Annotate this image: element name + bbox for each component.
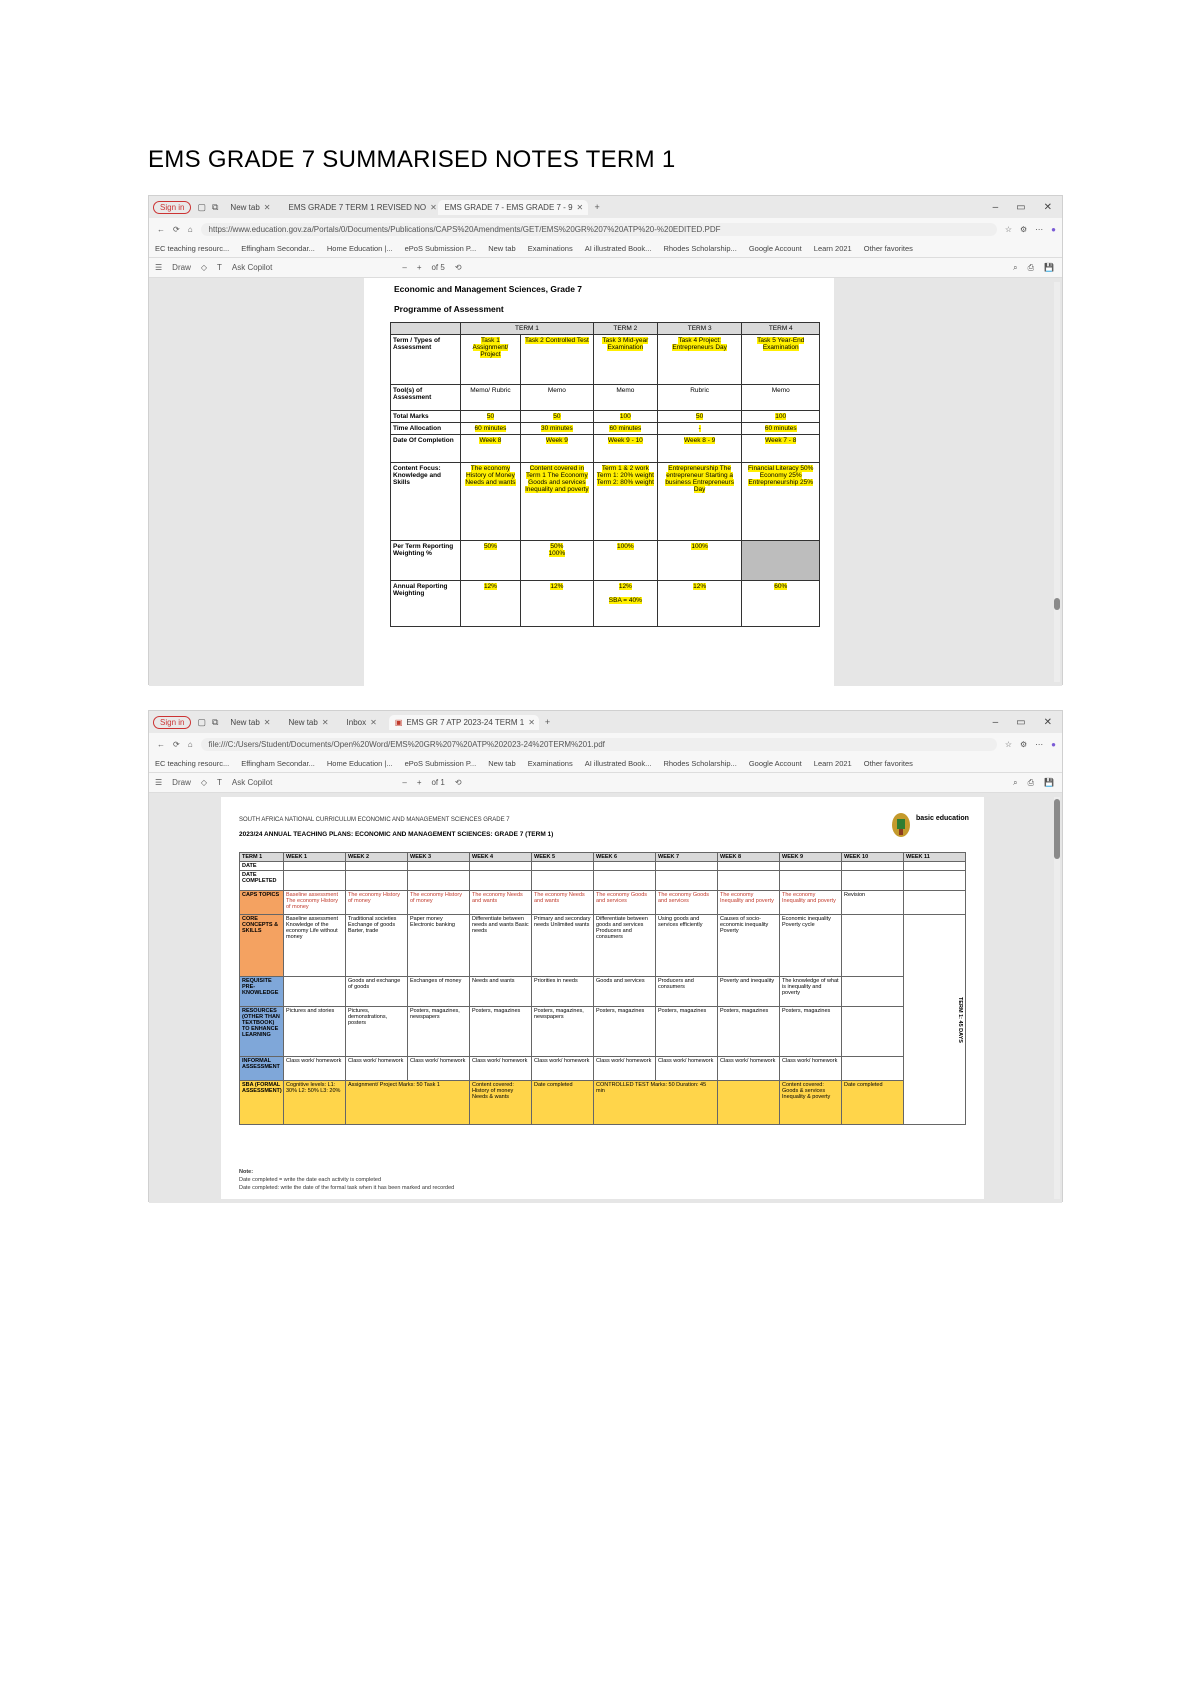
row-label: Time Allocation xyxy=(391,423,461,435)
table-cell xyxy=(718,1081,780,1125)
table-cell: Paper money Electronic banking xyxy=(408,915,470,977)
favorite-item[interactable]: Home Education |... xyxy=(326,759,393,768)
more-icon[interactable]: ⋯ xyxy=(1035,739,1044,749)
table-cell xyxy=(657,423,742,435)
table-cell: Exchanges of money xyxy=(408,977,470,1007)
table-cell xyxy=(593,541,657,581)
table-cell: Cognitive levels: L1: 30% L2: 50% L3: 20% xyxy=(284,1081,346,1125)
table-cell: The economy Goods and services xyxy=(594,891,656,915)
pdf-toolbar xyxy=(149,773,1062,793)
table-cell: The economy History of money xyxy=(346,891,408,915)
cell-text: Task 2 Controlled Test xyxy=(524,337,589,344)
favorite-item[interactable]: New tab xyxy=(488,244,516,253)
table-cell: Economic inequality Poverty cycle xyxy=(780,915,842,977)
cell-text: - xyxy=(698,425,701,432)
pdf-page xyxy=(364,278,834,686)
term-total: 100% xyxy=(548,550,566,557)
close-icon[interactable]: ✕ xyxy=(430,202,437,212)
draw-button[interactable]: Draw xyxy=(172,778,191,787)
tab-label: New tab xyxy=(288,717,318,727)
cell-text: 100% xyxy=(691,543,708,550)
cell-text: 60 minutes xyxy=(764,425,797,432)
table-cell: Assignment/ Project Marks: 50 Task 1 xyxy=(346,1081,470,1125)
list-icon[interactable]: ☰ xyxy=(155,263,163,272)
cell-text: The economy History of Money Needs and wants xyxy=(465,465,516,486)
tab-label: New tab xyxy=(230,717,260,727)
table-cell xyxy=(593,411,657,423)
draw-button[interactable]: Draw xyxy=(172,263,191,272)
erase-icon[interactable]: ◇ xyxy=(200,778,207,787)
table-cell: Content covered: Goods & services Inequality & poverty xyxy=(780,1081,842,1125)
cell-text: 100 xyxy=(619,413,631,420)
table-cell xyxy=(520,423,593,435)
table-cell xyxy=(842,1057,904,1081)
screenshot-annual-teaching-plan xyxy=(148,710,1063,1202)
zoom-out-icon[interactable]: – xyxy=(402,263,407,272)
row-label: DATE COMPLETED xyxy=(240,871,284,891)
note-label: Note: xyxy=(239,1169,254,1175)
row-label: REQUISITE PRE-KNOWLEDGE xyxy=(240,977,284,1007)
table-cell: Posters, magazines, newspapers xyxy=(532,1007,594,1057)
home-icon[interactable]: ⌂ xyxy=(187,224,193,234)
pdf-icon: ▣ xyxy=(394,717,403,727)
table-cell xyxy=(742,411,820,423)
close-window-icon[interactable]: ✕ xyxy=(1043,716,1052,728)
table-cell xyxy=(657,411,742,423)
cell-text: Week 8 xyxy=(479,437,502,444)
table-cell: Pictures, demonstrations, posters xyxy=(346,1007,408,1057)
back-icon[interactable]: ← xyxy=(157,739,165,749)
table-cell xyxy=(461,581,521,627)
table-cell: Class work/ homework xyxy=(594,1057,656,1081)
rotate-icon[interactable]: ⟲ xyxy=(454,778,462,787)
copilot-icon[interactable]: ● xyxy=(1051,739,1056,749)
extensions-icon[interactable]: ⚙ xyxy=(1019,224,1028,234)
cell-text: 12% xyxy=(483,583,497,590)
table-cell xyxy=(842,915,904,977)
table-cell: The economy History of money xyxy=(408,891,470,915)
workspaces-icon[interactable]: ▢ xyxy=(197,201,206,212)
print-icon[interactable]: ⎙ xyxy=(1027,777,1035,787)
favorite-item[interactable]: Google Account xyxy=(748,759,802,768)
tab-document[interactable] xyxy=(282,200,437,215)
table-cell xyxy=(657,581,742,627)
cell-text: Financial Literacy 50% Economy 25% Entrepreneurship 25% xyxy=(748,465,814,486)
scrollbar[interactable] xyxy=(1054,282,1060,682)
refresh-icon[interactable]: ⟳ xyxy=(173,224,180,234)
cell-text: Task 1 Assignment/ Project xyxy=(472,337,509,358)
cell-text: Entrepreneurship The entrepreneur Starting a business Entrepreneurs Day xyxy=(665,465,734,493)
cell-text: Week 7 - 8 xyxy=(765,437,797,444)
close-window-icon[interactable]: ✕ xyxy=(1043,201,1052,213)
table-cell xyxy=(657,541,742,581)
cell-text: 50% xyxy=(550,543,564,550)
table-cell xyxy=(461,463,521,541)
table-cell xyxy=(520,335,593,385)
table-cell: Class work/ homework xyxy=(780,1057,842,1081)
close-icon[interactable]: ✕ xyxy=(263,717,271,727)
table-cell xyxy=(657,463,742,541)
table-cell: Date completed xyxy=(532,1081,594,1125)
tab-new-tab[interactable] xyxy=(282,715,334,730)
close-icon[interactable]: ✕ xyxy=(576,202,584,212)
refresh-icon[interactable]: ⟳ xyxy=(173,739,180,749)
programme-of-assessment-table xyxy=(390,322,820,627)
table-cell xyxy=(842,977,904,1007)
cell-text: Task 5 Year-End Examination xyxy=(757,337,805,351)
table-cell: Memo/ Rubric xyxy=(461,385,521,411)
table-cell: Date completed xyxy=(842,1081,904,1125)
tab-label: Inbox xyxy=(346,717,367,727)
table-cell: Revision xyxy=(842,891,904,915)
text-icon[interactable]: T xyxy=(217,778,222,787)
row-label: Per Term Reporting Weighting % xyxy=(391,541,461,581)
table-cell xyxy=(461,541,521,581)
favorite-star-icon[interactable]: ☆ xyxy=(1004,739,1012,749)
coat-of-arms-icon xyxy=(890,811,912,839)
table-cell: CONTROLLED TEST Marks: 50 Duration: 45 min xyxy=(594,1081,718,1125)
row-label: Term / Types of Assessment xyxy=(391,335,461,385)
cell-text: 50 xyxy=(696,413,704,420)
row-label: Tool(s) of Assessment xyxy=(391,385,461,411)
cell-text: 50 xyxy=(553,413,561,420)
scrollbar-thumb[interactable] xyxy=(1054,598,1060,610)
minimize-icon[interactable]: – xyxy=(992,716,999,728)
cell-text: 100% xyxy=(617,543,634,550)
pdf-viewer[interactable] xyxy=(149,278,1062,686)
table-cell xyxy=(593,435,657,463)
close-icon[interactable]: ✕ xyxy=(528,717,535,727)
sba-total: SBA = 40% xyxy=(608,597,642,604)
row-label: Date Of Completion xyxy=(391,435,461,463)
favorite-item[interactable]: Effingham Secondar... xyxy=(241,759,315,768)
search-icon[interactable]: ⌕ xyxy=(1013,777,1018,787)
table-cell: Goods and services xyxy=(594,977,656,1007)
table-cell: The economy Goods and services xyxy=(656,891,718,915)
table-cell: Rubric xyxy=(657,385,742,411)
close-icon[interactable]: ✕ xyxy=(321,717,329,727)
table-cell: Baseline assessment Knowledge of the economy Life without money xyxy=(284,915,346,977)
row-label: Total Marks xyxy=(391,411,461,423)
profile-button[interactable]: Sign in xyxy=(153,716,191,729)
table-cell xyxy=(593,581,657,627)
rotate-icon[interactable]: ⟲ xyxy=(454,263,462,272)
favorite-item[interactable]: Other favorites xyxy=(863,759,913,768)
table-cell: Class work/ homework xyxy=(346,1057,408,1081)
favorite-item[interactable]: Google Account xyxy=(748,244,802,253)
cell-text: Week 9 - 10 xyxy=(607,437,643,444)
table-cell xyxy=(461,423,521,435)
table-cell: Posters, magazines xyxy=(594,1007,656,1057)
tab-pdf[interactable] xyxy=(389,715,539,730)
column-header: WEEK 5 xyxy=(532,853,594,862)
term-header: TERM 2 xyxy=(593,323,657,335)
table-cell: Class work/ homework xyxy=(718,1057,780,1081)
table-cell: Memo xyxy=(742,385,820,411)
table-cell xyxy=(593,335,657,385)
tab-label: EMS GRADE 7 TERM 1 REVISED NO xyxy=(288,202,427,212)
tab-actions-icon[interactable]: ⧉ xyxy=(211,716,219,727)
table-cell: Posters, magazines xyxy=(656,1007,718,1057)
erase-icon[interactable]: ◇ xyxy=(200,263,207,272)
maximize-icon[interactable]: ▭ xyxy=(1016,716,1026,728)
favorite-item[interactable]: Examinations xyxy=(527,244,573,253)
note-line: Date completed: write the date of the formal task when it has been marked and recorded xyxy=(239,1185,455,1191)
cell-text: Content covered in Term 1 The Economy Goods and services Inequality and poverty xyxy=(525,465,589,493)
page-count: of 1 xyxy=(431,778,445,787)
table-cell xyxy=(520,463,593,541)
profile-button[interactable]: Sign in xyxy=(153,201,191,214)
zoom-out-icon[interactable]: – xyxy=(402,778,407,787)
ask-copilot-button[interactable]: Ask Copilot xyxy=(231,263,273,272)
save-icon[interactable]: 💾 xyxy=(1044,778,1054,787)
back-icon[interactable]: ← xyxy=(157,224,165,234)
column-header: WEEK 11 xyxy=(904,853,966,862)
close-icon[interactable]: ✕ xyxy=(370,717,377,727)
tab-label: EMS GRADE 7 - EMS GRADE 7 - 9 xyxy=(444,202,573,212)
table-cell xyxy=(742,435,820,463)
print-icon[interactable]: ⎙ xyxy=(1027,262,1035,272)
favorite-item[interactable]: Other favorites xyxy=(863,244,913,253)
table-cell xyxy=(520,581,593,627)
table-cell xyxy=(742,581,820,627)
tab-bar xyxy=(149,196,1062,218)
table-cell: Class work/ homework xyxy=(284,1057,346,1081)
favorite-item[interactable]: Examinations xyxy=(527,759,573,768)
row-label: Content Focus: Knowledge and Skills xyxy=(391,463,461,541)
column-header: WEEK 1 xyxy=(284,853,346,862)
pdf-viewer[interactable] xyxy=(149,793,1062,1203)
tab-label: EMS GR 7 ATP 2023-24 TERM 1 xyxy=(406,717,525,727)
table-cell: Producers and consumers xyxy=(656,977,718,1007)
favorite-item[interactable]: Learn 2021 xyxy=(813,759,852,768)
term-header: TERM 1 xyxy=(461,323,594,335)
row-label: SBA (FORMAL ASSESSMENT) xyxy=(240,1081,284,1125)
column-header: WEEK 7 xyxy=(656,853,718,862)
cell-text: 12% xyxy=(693,583,707,590)
table-cell xyxy=(742,541,820,581)
cell-text: 30 minutes xyxy=(540,425,573,432)
table-cell: The economy Inequality and poverty xyxy=(718,891,780,915)
favorite-item[interactable]: Rhodes Scholarship... xyxy=(663,759,737,768)
table-cell: Class work/ homework xyxy=(470,1057,532,1081)
logo-text: basic education xyxy=(916,815,969,822)
table-cell: Posters, magazines, newspapers xyxy=(408,1007,470,1057)
column-header: WEEK 4 xyxy=(470,853,532,862)
favorite-item[interactable]: ePoS Submission P... xyxy=(404,759,477,768)
cell-text: Term 1 & 2 work Term 1: 20% weight Term 2: 80% weight xyxy=(596,465,654,486)
address-bar xyxy=(149,733,1062,755)
table-cell: Causes of socio-economic inequality Poverty xyxy=(718,915,780,977)
column-header: WEEK 6 xyxy=(594,853,656,862)
screenshot-programme-of-assessment xyxy=(148,195,1063,685)
table-cell xyxy=(520,411,593,423)
tab-actions-icon[interactable]: ⧉ xyxy=(211,201,219,212)
row-label: CAPS TOPICS xyxy=(240,891,284,915)
table-cell xyxy=(461,411,521,423)
table-cell xyxy=(461,435,521,463)
url-field[interactable]: https://www.education.gov.za/Portals/0/Documents/Publications/CAPS%20Amendments/GET/EMS%20GR%207%20ATP%20-%20EDITED.PDF xyxy=(201,223,997,236)
tab-new-tab[interactable] xyxy=(224,715,276,730)
new-tab-icon[interactable]: + xyxy=(594,202,600,212)
tab-new-tab[interactable] xyxy=(224,200,276,215)
table-cell: Using goods and services efficiently xyxy=(656,915,718,977)
cell-text: 50% xyxy=(483,543,497,550)
new-tab-icon[interactable]: + xyxy=(544,717,551,727)
annual-teaching-plan-table xyxy=(239,852,966,1125)
cell-text: 60 minutes xyxy=(609,425,642,432)
table-cell xyxy=(742,335,820,385)
tab-bar xyxy=(149,711,1062,733)
text-icon[interactable]: T xyxy=(217,263,222,272)
note-line: Date completed = write the date each activity is completed xyxy=(239,1177,382,1183)
scrollbar-thumb[interactable] xyxy=(1054,799,1060,859)
close-icon[interactable]: ✕ xyxy=(263,202,271,212)
table-cell: The knowledge of what is inequality and poverty xyxy=(780,977,842,1007)
favorites-bar xyxy=(149,240,1062,258)
page-subheading: Programme of Assessment xyxy=(394,304,504,314)
table-cell: The economy Inequality and poverty xyxy=(780,891,842,915)
cell-text: 12% xyxy=(550,583,564,590)
table-cell xyxy=(520,435,593,463)
tab-label: New tab xyxy=(230,202,260,212)
table-cell xyxy=(284,977,346,1007)
table-cell: Posters, magazines xyxy=(718,1007,780,1057)
table-cell: The economy Needs and wants xyxy=(532,891,594,915)
page-count: of 5 xyxy=(431,263,445,272)
ask-copilot-button[interactable]: Ask Copilot xyxy=(231,778,273,787)
row-label: CORE CONCEPTS & SKILLS xyxy=(240,915,284,977)
favorite-item[interactable]: Effingham Secondar... xyxy=(241,244,315,253)
favorite-item[interactable]: ePoS Submission P... xyxy=(404,244,477,253)
term-header: TERM 4 xyxy=(742,323,820,335)
extensions-icon[interactable]: ⚙ xyxy=(1019,739,1028,749)
table-cell xyxy=(742,423,820,435)
table-cell: Memo xyxy=(520,385,593,411)
favorite-item[interactable]: EC teaching resourc... xyxy=(155,244,230,253)
table-cell xyxy=(904,891,966,915)
table-cell: Posters, magazines xyxy=(470,1007,532,1057)
table-cell: Class work/ homework xyxy=(532,1057,594,1081)
save-icon[interactable]: 💾 xyxy=(1044,263,1054,272)
address-bar xyxy=(149,218,1062,240)
table-cell: Goods and exchange of goods xyxy=(346,977,408,1007)
table-cell: Class work/ homework xyxy=(656,1057,718,1081)
side-text-cell xyxy=(904,915,966,1125)
favorites-bar xyxy=(149,755,1062,773)
workspaces-icon[interactable]: ▢ xyxy=(197,716,206,727)
favorite-item[interactable]: New tab xyxy=(488,759,516,768)
cell-text: 100 xyxy=(775,413,787,420)
table-cell xyxy=(593,423,657,435)
maximize-icon[interactable]: ▭ xyxy=(1016,201,1026,213)
term-header: TERM 3 xyxy=(657,323,742,335)
table-cell: Primary and secondary needs Unlimited wants xyxy=(532,915,594,977)
cell-text: Week 9 xyxy=(545,437,568,444)
table-cell: The economy Needs and wants xyxy=(470,891,532,915)
list-icon[interactable]: ☰ xyxy=(155,778,163,787)
pdf-page xyxy=(221,797,984,1199)
table-cell: Posters, magazines xyxy=(780,1007,842,1057)
favorite-item[interactable]: AI illustrated Book... xyxy=(584,244,652,253)
table-cell: Memo xyxy=(593,385,657,411)
table-cell: Content covered: History of money Needs & wants xyxy=(470,1081,532,1125)
table-cell: Priorities in needs xyxy=(532,977,594,1007)
favorite-star-icon[interactable]: ☆ xyxy=(1004,224,1012,234)
pdf-toolbar xyxy=(149,258,1062,278)
table-cell xyxy=(657,435,742,463)
table-cell: Differentiate between goods and services Producers and consumers xyxy=(594,915,656,977)
cell-text: Week 8 - 9 xyxy=(683,437,716,444)
table-cell: Class work/ homework xyxy=(408,1057,470,1081)
minimize-icon[interactable]: – xyxy=(992,201,999,213)
table-cell xyxy=(520,541,593,581)
favorite-item[interactable]: Home Education |... xyxy=(326,244,393,253)
favorite-item[interactable]: EC teaching resourc... xyxy=(155,759,230,768)
column-header: WEEK 3 xyxy=(408,853,470,862)
cell-text: 50 xyxy=(486,413,495,420)
header-cell xyxy=(391,323,461,335)
table-cell xyxy=(461,335,521,385)
cell-text: Task 3 Mid-year Examination xyxy=(602,337,649,351)
search-icon[interactable]: ⌕ xyxy=(1013,262,1018,272)
copilot-icon[interactable]: ● xyxy=(1051,224,1056,234)
row-label: RESOURCES (OTHER THAN TEXTBOOK) TO ENHANCE LEARNING xyxy=(240,1007,284,1057)
side-text: TERM 1: 45 DAYS xyxy=(957,996,963,1043)
favorite-item[interactable]: AI illustrated Book... xyxy=(584,759,652,768)
page-heading: Economic and Management Sciences, Grade 7 xyxy=(394,284,583,294)
row-label: Annual Reporting Weighting xyxy=(391,581,461,627)
home-icon[interactable]: ⌂ xyxy=(187,739,193,749)
more-icon[interactable]: ⋯ xyxy=(1035,224,1044,234)
column-header: WEEK 10 xyxy=(842,853,904,862)
cell-text: 60% xyxy=(774,583,788,590)
column-header: WEEK 2 xyxy=(346,853,408,862)
cell-text: 60 minutes xyxy=(474,425,507,432)
doc-title: 2023/24 ANNUAL TEACHING PLANS: ECONOMIC AND MANAGEMENT SCIENCES: GRADE 7 (TERM 1) xyxy=(239,831,554,838)
table-cell xyxy=(593,463,657,541)
table-cell: Traditional societies Exchange of goods Barter, trade xyxy=(346,915,408,977)
table-cell xyxy=(657,335,742,385)
url-field[interactable]: file:///C:/Users/Student/Documents/Open%20Word/EMS%20GR%207%20ATP%202023-24%20TERM%201.pdf xyxy=(201,738,997,751)
table-cell: Pictures and stories xyxy=(284,1007,346,1057)
table-cell: Needs and wants xyxy=(470,977,532,1007)
tab-inbox[interactable] xyxy=(341,715,383,730)
table-cell xyxy=(842,1007,904,1057)
zoom-in-icon[interactable]: + xyxy=(416,263,422,272)
cell-text: Task 4 Project: Entrepreneurs Day xyxy=(672,337,727,351)
tab-pdf[interactable] xyxy=(438,200,588,215)
table-cell: Baseline assessment The economy History of money xyxy=(284,891,346,915)
cell-text: 12% xyxy=(618,583,632,590)
column-header: TERM 1 xyxy=(240,853,284,862)
row-label: INFORMAL ASSESSMENT xyxy=(240,1057,284,1081)
table-cell: Poverty and inequality xyxy=(718,977,780,1007)
table-cell: Differentiate between needs and wants Basic needs xyxy=(470,915,532,977)
document-title: EMS GRADE 7 SUMMARISED NOTES TERM 1 xyxy=(148,146,676,173)
favorite-item[interactable]: Rhodes Scholarship... xyxy=(663,244,737,253)
basic-education-logo xyxy=(890,811,974,845)
table-cell xyxy=(742,463,820,541)
column-header: WEEK 9 xyxy=(780,853,842,862)
favorite-item[interactable]: Learn 2021 xyxy=(813,244,852,253)
doc-header: SOUTH AFRICA NATIONAL CURRICULUM ECONOMIC AND MANAGEMENT SCIENCES GRADE 7 xyxy=(239,817,510,823)
row-label: DATE xyxy=(240,862,284,871)
column-header: WEEK 8 xyxy=(718,853,780,862)
zoom-in-icon[interactable]: + xyxy=(416,778,422,787)
